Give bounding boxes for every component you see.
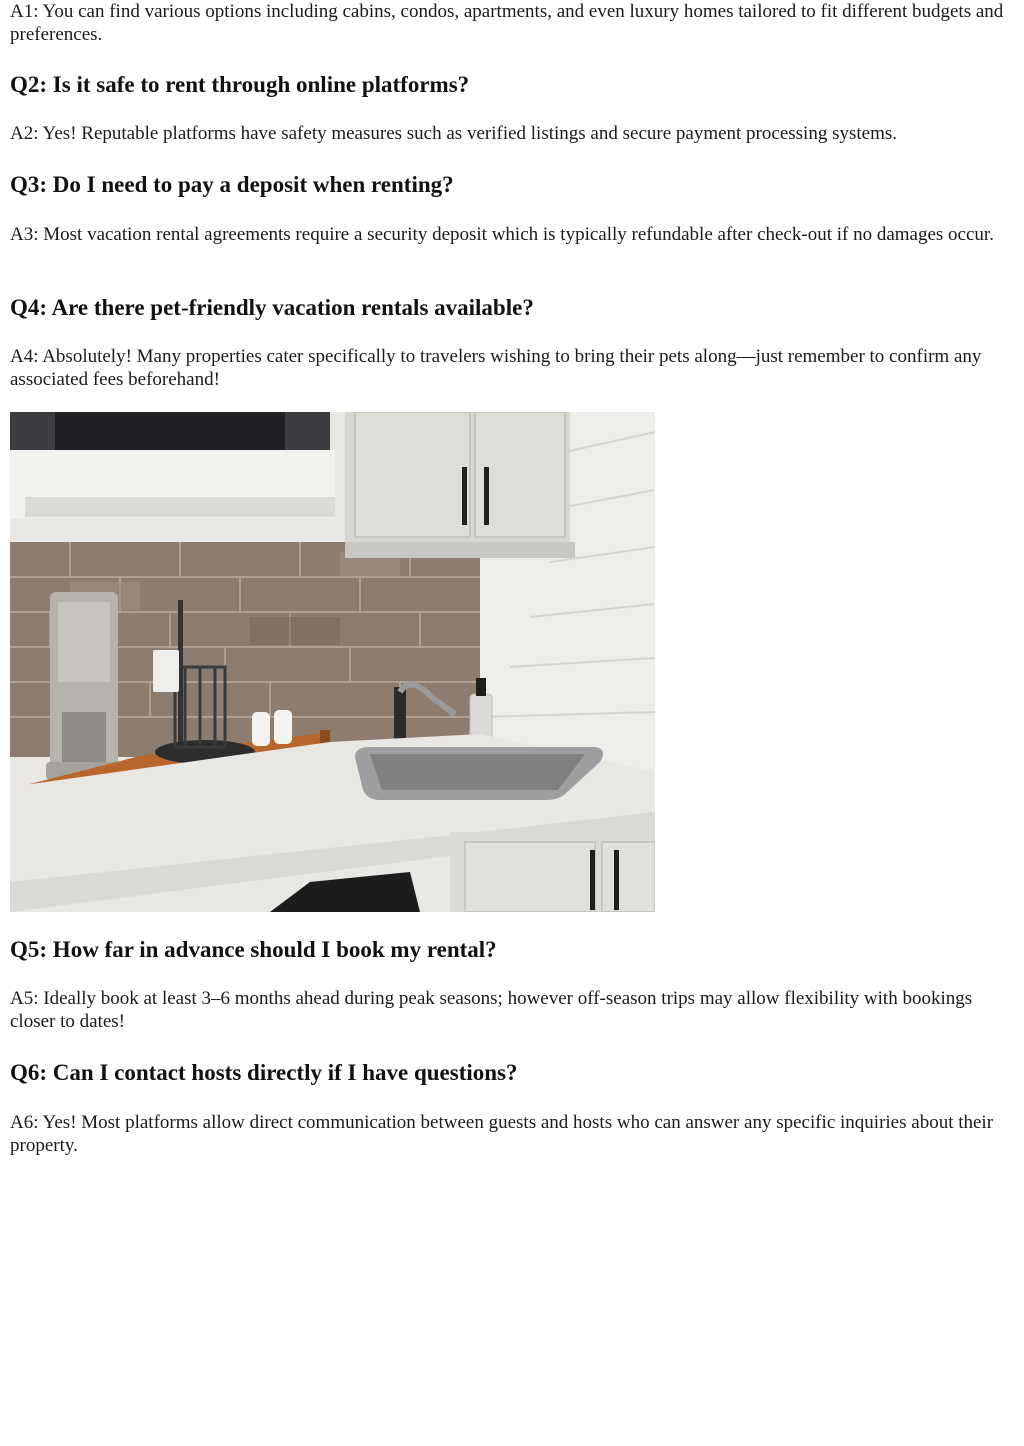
question-4: Q4: Are there pet-friendly vacation rentals available? [10,295,534,320]
answer-6: A6: Yes! Most platforms allow direct communication between guests and hosts who can answer any specific inquiries about their property. [10,1112,994,1156]
question-5: Q5: How far in advance should I book my rental? [10,937,497,962]
answer-4: A4: Absolutely! Many properties cater specifically to travelers wishing to bring their pets along—just remember to confirm any associated fees beforehand! [10,346,982,390]
answer-1: A1: You can find various options including cabins, condos, apartments, and even luxury homes tailored to fit different budgets and preferences. [10,1,1004,45]
answer-5: A5: Ideally book at least 3–6 months ahead during peak seasons; however off-season trips may allow flexibility with bookings closer to dates! [10,988,973,1032]
question-2: Q2: Is it safe to rent through online platforms? [10,72,470,97]
question-6: Q6: Can I contact hosts directly if I have questions? [10,1060,518,1085]
kitchen-photo [10,412,655,912]
answer-2: A2: Yes! Reputable platforms have safety measures such as verified listings and secure payment processing systems. [10,123,897,144]
question-3: Q3: Do I need to pay a deposit when renting? [10,172,454,197]
answer-3: A3: Most vacation rental agreements require a security deposit which is typically refundable after check-out if no damages occur. [10,224,994,245]
